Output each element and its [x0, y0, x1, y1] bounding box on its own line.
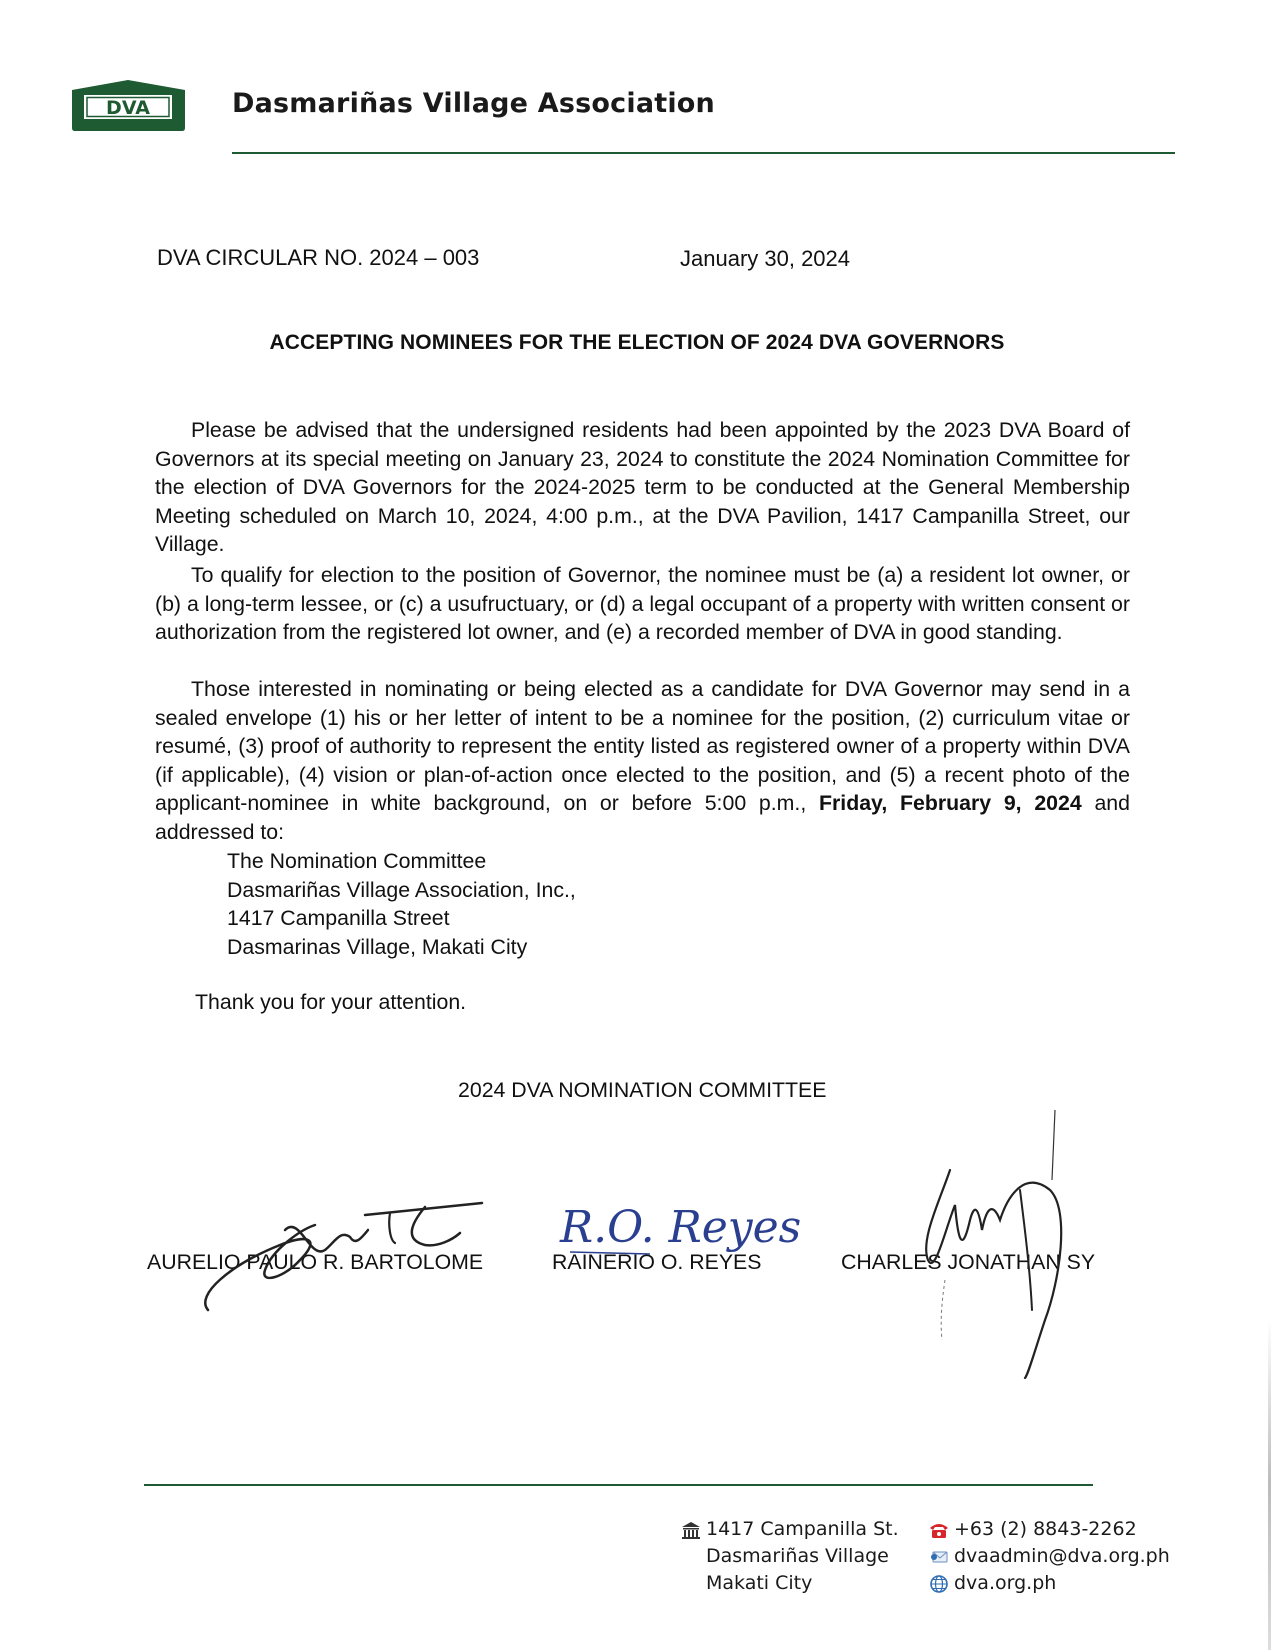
circular-number: DVA CIRCULAR NO. 2024 – 003 [157, 245, 480, 270]
footer-email-line [928, 1543, 1170, 1570]
signatory-name-2: RAINERIO O. REYES [552, 1250, 762, 1274]
logo-text: DVA [106, 97, 150, 119]
footer-website[interactable]: dva.org.ph [954, 1572, 1057, 1594]
signature-2-text: R.O. Reyes [560, 1202, 802, 1253]
footer-address [680, 1516, 899, 1597]
committee-name: 2024 DVA NOMINATION COMMITTEE [458, 1078, 827, 1102]
circular-date: January 30, 2024 [680, 246, 851, 271]
dva-logo [70, 78, 187, 132]
requirements-end: and addressed to: [155, 791, 1130, 844]
paragraph-appointment: Please be advised that the undersigned residents had been appointed by the 2023 DVA Board of Governors at its special meeting on January 23, 2024 to constitute the 2024 Nomination Committee for the election of DVA Governors for the 2024-2025 term to be conducted at the General Membership Meeting scheduled on March 10, 2024, 4:00 p.m., at the DVA Pavilion, 1417 Campanilla Street, our Village. [155, 418, 1130, 556]
signature-3 [900, 1110, 1100, 1380]
signature-1 [190, 1185, 490, 1325]
org-name: Dasmariñas Village Association [232, 88, 715, 119]
footer-city: Makati City [706, 1572, 813, 1594]
address-line: Dasmarinas Village, Makati City [227, 934, 528, 959]
footer-phone-line [928, 1516, 1170, 1543]
phone-icon [928, 1520, 950, 1540]
closing-line: Thank you for your attention. [195, 990, 467, 1014]
footer-village: Dasmariñas Village [706, 1545, 889, 1567]
deadline-text: Friday, February 9, 2024 [818, 791, 1082, 815]
circular-title: ACCEPTING NOMINEES FOR THE ELECTION OF 2024 DVA GOVERNORS [269, 331, 1005, 354]
footer-divider [144, 1484, 1093, 1486]
footer-phone[interactable]: +63 (2) 8843-2262 [954, 1518, 1137, 1540]
signatory-name-3: CHARLES JONATHAN SY [841, 1250, 1096, 1274]
address-line: 1417 Campanilla Street [227, 906, 450, 930]
footer-contact [928, 1516, 1170, 1597]
footer-web-line [928, 1570, 1170, 1597]
globe-icon [928, 1574, 950, 1594]
footer-street: 1417 Campanilla St. [706, 1518, 899, 1540]
address-line: The Nomination Committee [227, 849, 487, 873]
footer-address-line [680, 1516, 899, 1543]
email-icon [928, 1547, 950, 1567]
mailing-address [227, 847, 576, 961]
signature-2 [550, 1190, 802, 1260]
address-line: Dasmariñas Village Association, Inc., [227, 877, 576, 902]
paragraph-requirements [155, 675, 1130, 846]
signatory-name-1: AURELIO PAULO R. BARTOLOME [147, 1250, 484, 1274]
header-divider [232, 152, 1175, 154]
building-icon [680, 1520, 702, 1540]
requirements-text: Those interested in nominating or being elected as a candidate for DVA Governor may send in a sealed envelope (1) his or her letter of intent to be a nominee for the position, (2) curriculum vitae or resumé, (3) proof of authority to represent the entity listed as registered owner of a property within DVA (if applicable), (4) vision or plan-of-action once elected to the position, and (5) a recent photo of the applicant-nominee in white background, on or before 5:00 p.m., [155, 677, 1130, 815]
footer-email[interactable]: dvaadmin@dva.org.ph [954, 1545, 1170, 1567]
paragraph-qualifications: To qualify for election to the position of Governor, the nominee must be (a) a resident lot owner, or (b) a long-term lessee, or (c) a usufructuary, or (d) a legal occupant of a property with written consent or authorization from the registered lot owner, and (e) a recorded member of DVA in good standing. [155, 563, 1130, 644]
scan-edge [1268, 1320, 1271, 1650]
